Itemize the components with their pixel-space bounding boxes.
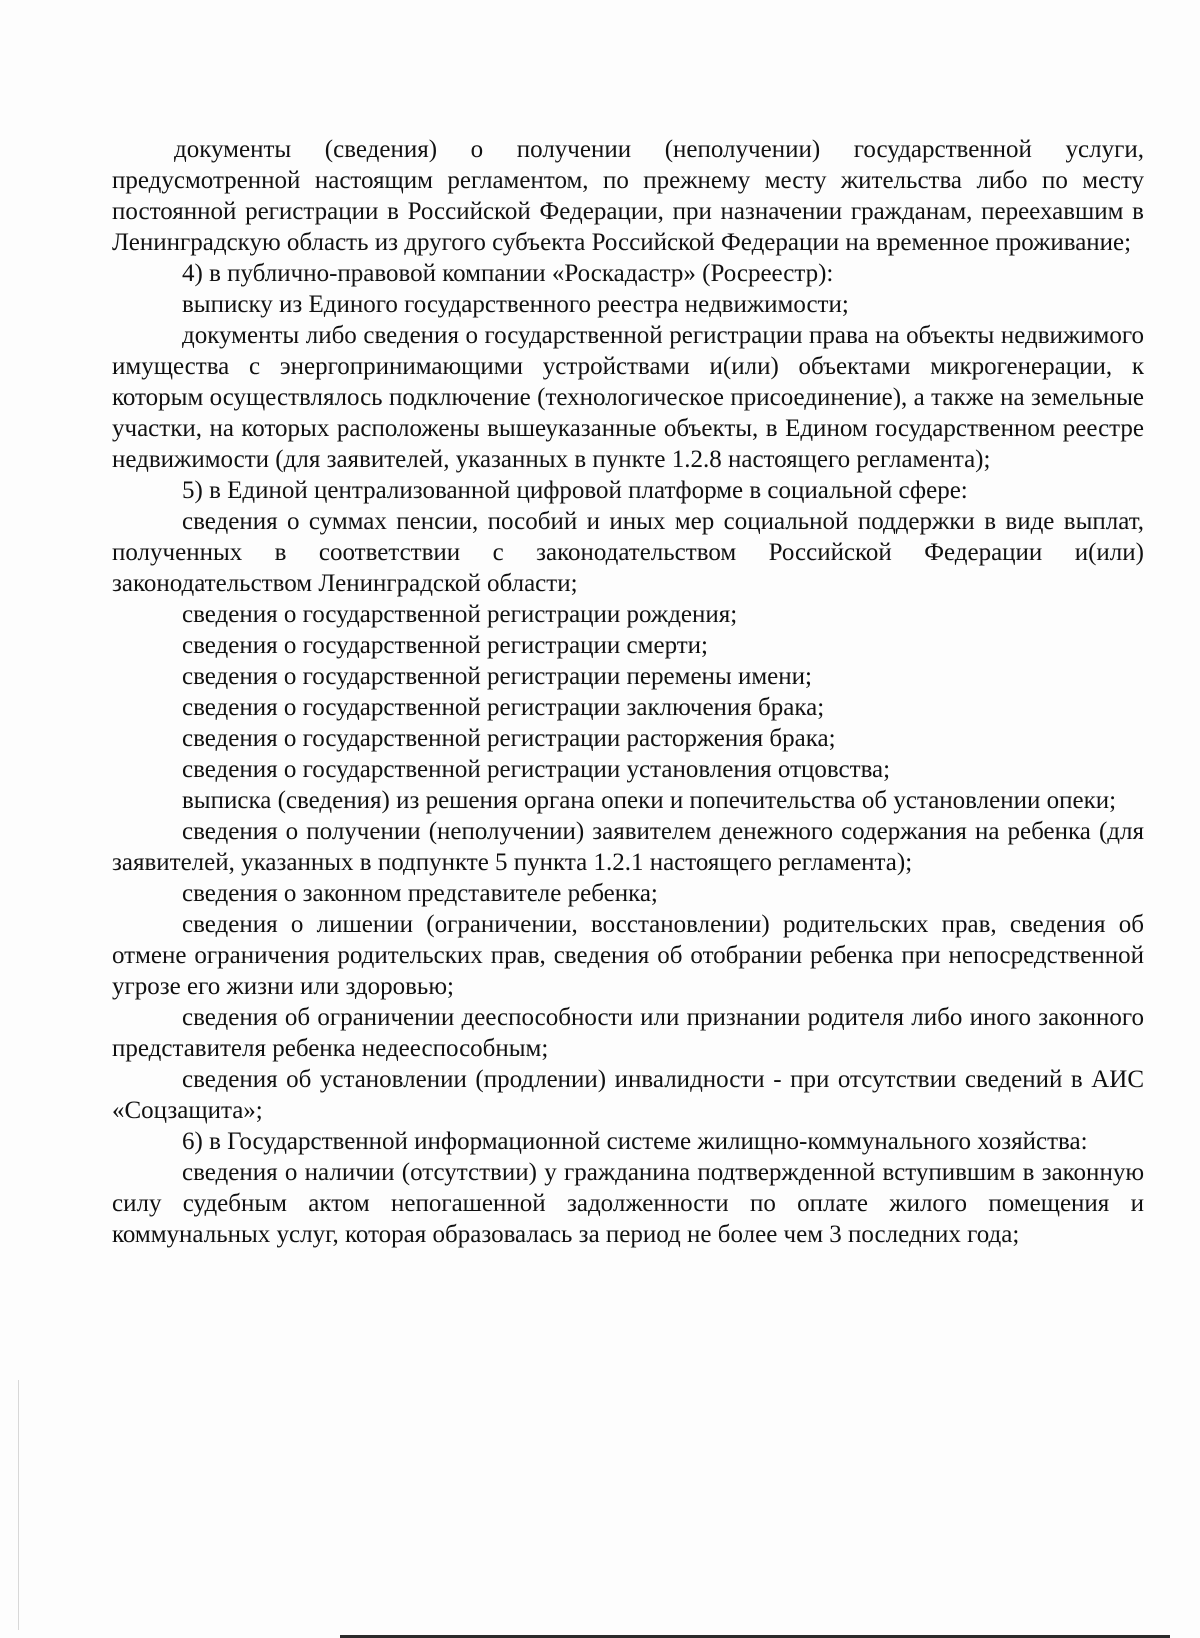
paragraph-child-maintenance: сведения о получении (неполучении) заявителем денежного содержания на ребенка (для заявителей, указанных в подпункте 5 пункта 1.2.1 настоящего регламента);	[112, 818, 1144, 876]
paragraph-item-5-digital-platform: 5) в Единой централизованной цифровой платформе в социальной сфере:	[182, 477, 968, 504]
paragraph-divorce-registration: сведения о государственной регистрации расторжения брака;	[182, 725, 836, 752]
paragraph-marriage-registration: сведения о государственной регистрации заключения брака;	[182, 694, 825, 721]
paragraph-item-6-housing-system: 6) в Государственной информационной системе жилищно-коммунального хозяйства:	[182, 1128, 1088, 1155]
paragraph-pension-benefits: сведения о суммах пенсии, пособий и иных мер социальной поддержки в виде выплат, полученных в соответствии с законодательством Российской Федерации и(или) законодательством Ленинградской области;	[112, 508, 1144, 597]
paragraph-parental-rights: сведения о лишении (ограничении, восстановлении) родительских прав, сведения об отмене ограничения родительских прав, сведения об отобрании ребенка при непосредственной угрозе его жизни или здоровью;	[112, 911, 1144, 1000]
paragraph-real-estate-extract: выписку из Единого государственного реестра недвижимости;	[182, 291, 849, 318]
paragraph-death-registration: сведения о государственной регистрации смерти;	[182, 632, 708, 659]
paragraph-paternity-registration: сведения о государственной регистрации установления отцовства;	[182, 756, 891, 783]
paragraph-name-change-registration: сведения о государственной регистрации перемены имени;	[182, 663, 812, 690]
paragraph-property-rights-registration: документы либо сведения о государственной регистрации права на объекты недвижимого имущества с энергопринимающими устройствами и(или) объектами микрогенерации, к которым осуществлялось подключение (технологическое присоединение), а также на земельные участки, на которых расположены вышеуказанные объекты, в Едином государственном реестре недвижимости (для заявителей, указанных в пункте 1.2.8 настоящего регламента);	[112, 322, 1144, 473]
paragraph-legal-capacity: сведения об ограничении дееспособности или признании родителя либо иного законного представителя ребенка недееспособным;	[112, 1004, 1144, 1062]
paragraph-item-4-roskadastr: 4) в публично-правовой компании «Роскадастр» (Росреестр):	[182, 260, 834, 287]
scan-edge-left	[18, 1380, 19, 1630]
paragraph-disability: сведения об установлении (продлении) инвалидности - при отсутствии сведений в АИС «Соцзащита»;	[112, 1066, 1144, 1124]
paragraph-housing-debt: сведения о наличии (отсутствии) у гражданина подтвержденной вступившим в законную силу судебным актом непогашенной задолженности по оплате жилого помещения и коммунальных услуг, которая образовалась за период не более чем 3 последних года;	[112, 1159, 1144, 1248]
paragraph-documents-previous-residence: документы (сведения) о получении (неполучении) государственной услуги, предусмотренной настоящим регламентом, по прежнему месту жительства либо по месту постоянной регистрации в Российской Федерации, при назначении гражданам, переехавшим в Ленинградскую область из другого субъекта Российской Федерации на временное проживание;	[112, 136, 1144, 256]
document-body	[112, 134, 1144, 1250]
paragraph-birth-registration: сведения о государственной регистрации рождения;	[182, 601, 738, 628]
paragraph-legal-representative: сведения о законном представителе ребенка;	[182, 880, 658, 907]
paragraph-guardianship-extract: выписка (сведения) из решения органа опеки и попечительства об установлении опеки;	[182, 787, 1117, 814]
